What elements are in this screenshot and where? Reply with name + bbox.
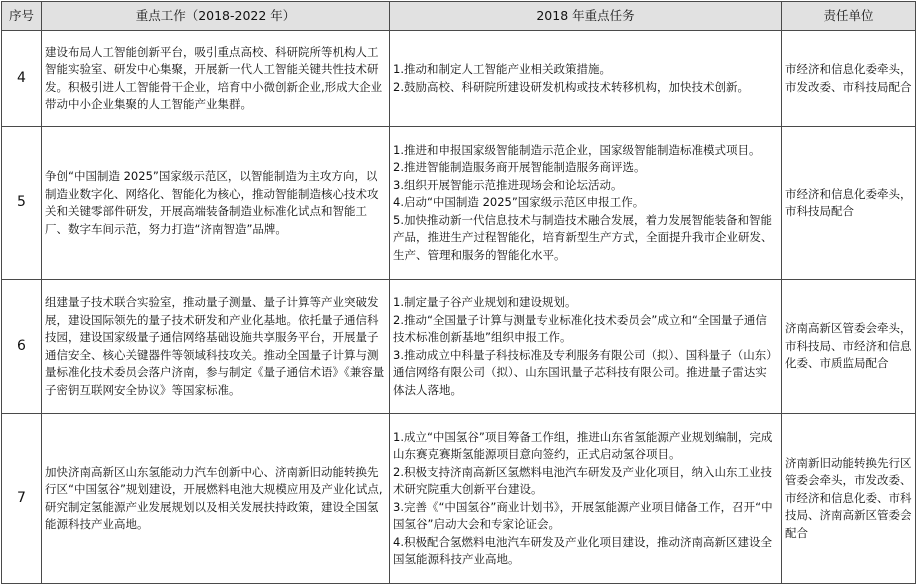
key-work-cell: 组建量子技术联合实验室，推动量子测量、量子计算等产业突破发展，建设国际领先的量子技术研发和产业化基地。依托量子通信科技园，建设国家级量子通信网络基础设施共享服务平台，开展量子通信安全、核心关键器件等领域科技攻关。推动全国量子计算与测量标准化技术委员会落户济南，参与制定《量子通信术语》《兼容量子密钥互联网安全协议》等国家标准。	[42, 280, 390, 414]
responsible-unit-cell: 济南高新区管委会牵头，市科技局、市经济和信息化委、市质监局配合	[782, 280, 916, 414]
task-item: 1.推进和申报国家级智能制造示范企业，国家级智能制造标准模式项目。	[393, 142, 761, 157]
task-item: 2.推进智能制造服务商开展智能制造服务商评选。	[393, 160, 646, 175]
responsible-unit-cell: 济南新旧动能转换先行区管委会牵头，市发改委、市经济和信息化委、市科技局、济南高新区管委会配合	[782, 414, 916, 584]
task-item: 4.积极配合氢燃料电池汽车研发及产业化项目建设，推动济南高新区建设全国氢能源科技产业高地。	[393, 534, 772, 566]
row-index: 7	[2, 414, 42, 584]
table-row	[2, 280, 916, 414]
task-item: 2.积极支持济南高新区氢燃料电池汽车研发及产业化项目，纳入山东工业技术研究院重大创新平台建设。	[393, 464, 772, 496]
tasks-cell	[390, 31, 782, 127]
key-work-cell: 建设布局人工智能创新平台，吸引重点高校、科研院所等机构人工智能实验室、研发中心集聚，开展新一代人工智能关键共性技术研发。积极引进人工智能骨干企业，培育中小微创新企业,形成大企业带动中小企业集聚的人工智能产业集群。	[42, 31, 390, 127]
header-row	[2, 2, 916, 31]
row-index: 5	[2, 127, 42, 280]
key-work-cell: 争创“中国制造 2025”国家级示范区，以智能制造为主攻方向，以制造业数字化、网络化、智能化为核心，推动智能制造核心技术攻关和关键零部件研发，开展高端装备制造业标准化试点和智能工厂、数字车间示范，努力打造“济南智造”品牌。	[42, 127, 390, 280]
task-item: 1.成立“中国氢谷”项目筹备工作组，推进山东省氢能源产业规划编制，完成山东赛克赛斯氢能源项目意向签约，正式启动氢谷项目。	[393, 429, 773, 461]
task-table	[1, 1, 916, 584]
task-item: 3.完善《“中国氢谷”商业计划书》，开展氢能源产业项目储备工作，召开“中国氢谷”启动大会和专家论证会。	[393, 499, 773, 531]
task-item: 5.加快推动新一代信息技术与制造技术融合发展，着力发展智能装备和智能产品，推进生产过程智能化，培育新型生产方式，全面提升我市企业研发、生产、管理和服务的智能化水平。	[393, 212, 773, 262]
row-index: 6	[2, 280, 42, 414]
task-item: 2.鼓励高校、科研院所建设研发机构或技术转移机构，加快技术创新。	[393, 79, 749, 94]
task-item: 4.启动“中国制造 2025”国家级示范区申报工作。	[393, 195, 645, 210]
responsible-unit-cell: 市经济和信息化委牵头，市发改委、市科技局配合	[782, 31, 916, 127]
table-row	[2, 31, 916, 127]
tasks-cell	[390, 414, 782, 584]
task-item: 3.组织开展智能示范推进现场会和论坛活动。	[393, 177, 623, 192]
task-item: 1.推动和制定人工智能产业相关政策措施。	[393, 62, 611, 76]
header-index: 序号	[2, 2, 42, 31]
header-responsible-unit: 责任单位	[782, 2, 916, 31]
task-item: 3.推动成立中科量子科技标准及专利服务有限公司（拟）、国科量子（山东）通信网络有限公司（拟）、山东国讯量子芯科技有限公司。推进量子雷达实体法人落地。	[393, 347, 778, 397]
tasks-cell	[390, 127, 782, 280]
table-row	[2, 414, 916, 584]
table-row	[2, 127, 916, 280]
responsible-unit-cell: 市经济和信息化委牵头，市科技局配合	[782, 127, 916, 280]
tasks-cell	[390, 280, 782, 414]
key-work-cell: 加快济南高新区山东氢能动力汽车创新中心、济南新旧动能转换先行区“中国氢谷”规划建设，开展燃料电池大规模应用及产业化试点,研究制定氢能源产业发展规划以及相关发展扶持政策，建设全国氢能源科技产业高地。	[42, 414, 390, 584]
header-key-work: 重点工作（2018-2022 年）	[42, 2, 390, 31]
row-index: 4	[2, 31, 42, 127]
header-tasks-2018: 2018 年重点任务	[390, 2, 782, 31]
task-item: 1.制定量子谷产业规划和建设规划。	[393, 295, 577, 309]
task-item: 2.推动“全国量子计算与测量专业标准化技术委员会”成立和“全国量子通信技术标准创新基地”组织申报工作。	[393, 312, 767, 344]
